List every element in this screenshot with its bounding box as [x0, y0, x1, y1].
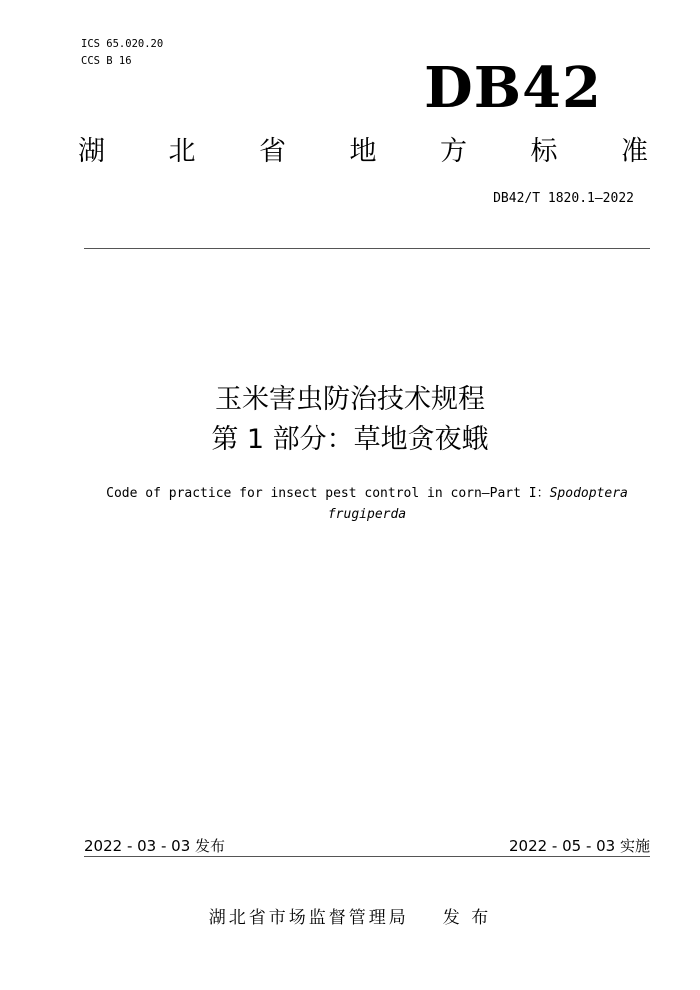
document-title	[0, 380, 700, 460]
implementation-date: 2022 - 05 - 03 实施	[508, 837, 650, 855]
standard-type-char: 准	[621, 136, 648, 167]
classification-codes	[81, 36, 163, 70]
standard-type-char: 省	[259, 136, 286, 167]
standard-type-char: 标	[530, 136, 558, 167]
standard-type-heading	[78, 134, 648, 170]
title-main: 玉米害虫防治技术规程	[215, 384, 485, 415]
title-part: 第 1 部分：草地贪夜蛾	[211, 424, 489, 455]
ics-code: ICS 65.020.20	[81, 38, 164, 50]
standard-logo: DB42	[424, 55, 602, 121]
ccs-code: CCS B 16	[81, 55, 132, 67]
issuer-line	[0, 903, 700, 928]
standard-type-char: 北	[168, 136, 196, 167]
top-divider	[84, 248, 650, 249]
issue-date: 2022 - 03 - 03 发布	[84, 837, 226, 855]
english-title-text: Code of practice for insect pest control in corn—Part I：	[106, 486, 550, 501]
standard-type-char: 湖	[78, 136, 105, 167]
issuer-name: 湖北省市场监督管理局	[208, 908, 409, 928]
bottom-divider	[84, 856, 650, 857]
standard-type-char: 地	[349, 136, 377, 167]
english-title-species: Spodoptera frugiperda	[327, 486, 628, 522]
english-title	[84, 483, 650, 525]
standard-type-char: 方	[440, 136, 467, 167]
standard-number: DB42/T 1820.1—2022	[493, 191, 634, 206]
issuer-action: 发 布	[442, 908, 492, 928]
